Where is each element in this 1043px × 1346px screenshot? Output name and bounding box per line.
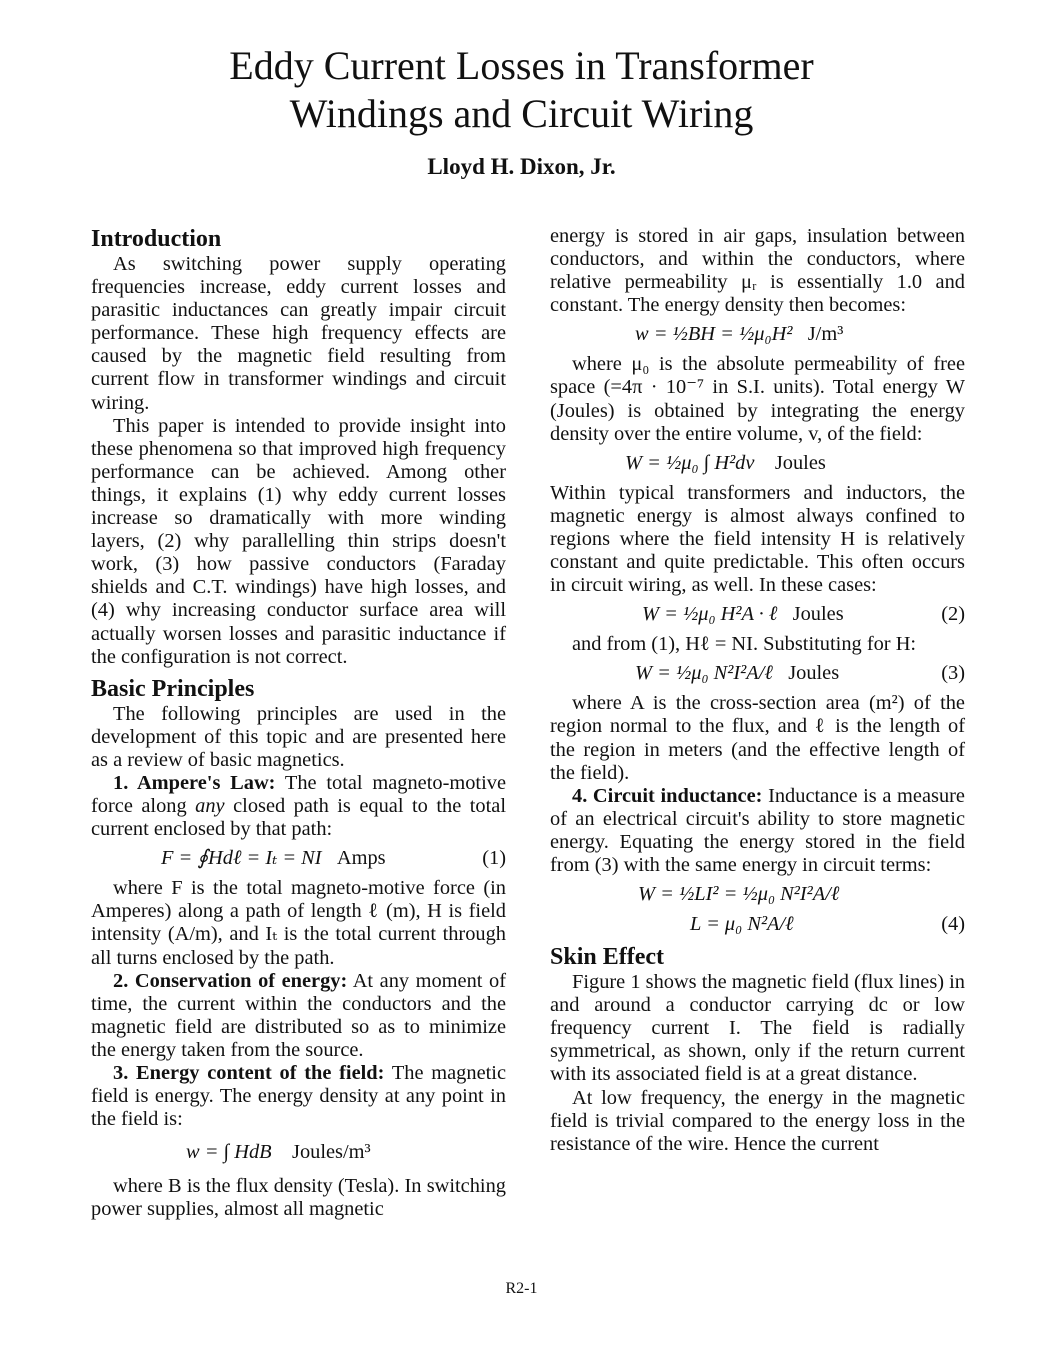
skin-effect-paragraph-2: At low frequency, the energy in the magnetic field is trivial compared to the energy loss in the resistance of the wire. Hence the current	[550, 1086, 965, 1155]
equation-1-unit: Amps	[336, 847, 386, 870]
conservation-paragraph	[91, 970, 506, 1062]
equation-4b-expression: L = μ₀ N²A/ℓ	[690, 913, 794, 936]
equation-1	[91, 847, 506, 871]
equation-3-expression: W = ½μ₀ N²I²A/ℓ Joules	[635, 662, 840, 685]
energy-storage-paragraph: energy is stored in air gaps, insulation between conductors, and within the conductors, where relative permeability μᵣ is essentially 1.0 and constant. The energy density then becomes:	[550, 225, 965, 317]
circuit-inductance-label: 4. Circuit inductance:	[572, 784, 763, 807]
substituting-paragraph: and from (1), Hℓ = NI. Substituting for H:	[572, 633, 917, 656]
equation-3-number: (3)	[941, 662, 965, 685]
mu0-paragraph: where μ₀ is the absolute permeability of free space (=4π · 10⁻⁷ in S.I. units). Total energy W (Joules) is obtained by integrating the energy density over the entire volume, v, of the field:	[550, 353, 965, 445]
ampere-law-label: 1. Ampere's Law:	[113, 771, 276, 794]
basic-paragraph-1: The following principles are used in the development of this topic and are presented here as a review of basic magnetics.	[91, 702, 506, 771]
energy-content-label: 3. Energy content of the field:	[113, 1062, 385, 1084]
paper-title	[0, 42, 1043, 138]
equation-2-expression: W = ½μ₀ H²A · ℓ Joules	[642, 603, 844, 626]
title-line-1: Eddy Current Losses in Transformer	[229, 43, 814, 88]
equation-density-bh	[550, 323, 965, 347]
ampere-law-any: any	[195, 795, 225, 818]
equation-1-explanation: where F is the total magneto-motive force (in Amperes) along a path of length ℓ (m), H is field intensity (A/m), and Iₜ is the total current through all turns enclosed by the path.	[91, 877, 506, 969]
equation-energy-density-unit: Joules/m³	[292, 1141, 371, 1164]
ampere-law-text: The total magneto-motive force along	[91, 771, 506, 818]
page-number: R2-1	[505, 1280, 538, 1297]
equation-1-expression: F = ∮Hdℓ = Iₜ = NI Amps	[161, 847, 386, 870]
cross-section-paragraph: where A is the cross-section area (m²) of the region normal to the flux, and ℓ is the length of the region in meters (and the effective length of the field).	[550, 692, 965, 784]
energy-content-paragraph	[91, 1062, 506, 1131]
equation-4a-expression: W = ½LI² = ½μ₀ N²I²A/ℓ	[638, 883, 840, 906]
equation-4-number: (4)	[941, 913, 965, 936]
equation-2-number: (2)	[941, 603, 965, 626]
equation-density-bh-unit: J/m³	[807, 323, 844, 346]
left-column	[91, 225, 506, 1221]
equation-3	[550, 662, 965, 686]
intro-paragraph-2: This paper is intended to provide insight into these phenomena so that improved high frequency performance can be achieved. Among other things, it explains (1) why eddy current losses increase so dramatically with more winding layers, (2) why parallelling thin strips doesn't work, (3) how passive conductors (Faraday shields and C.T. windings) have high losses, and (4) why increasing conductor surface area will actually worsen losses and parasitic inductance if the configuration is not correct.	[91, 414, 506, 668]
intro-paragraph-1: As switching power supply operating frequencies increase, eddy current losses and parasitic inductances can greatly impair circuit performance. These high frequency effects are caused by the magnetic field resulting from current flow in transformer windings and circuit wiring.	[91, 253, 506, 414]
equation-total-energy-unit: Joules	[774, 451, 826, 474]
equation-energy-density-expression: w = ∫ HdB Joules/m³	[186, 1141, 371, 1164]
skin-effect-paragraph-1: Figure 1 shows the magnetic field (flux lines) in and around a conductor carrying dc or low frequency current I. The field is radially symmetrical, as shown, only if the return current with its associated field is at a great distance.	[550, 971, 966, 1086]
author-name: Lloyd H. Dixon, Jr.	[427, 154, 616, 179]
equation-1-number: (1)	[482, 847, 506, 870]
equation-density-bh-expression: w = ½BH = ½μ₀H² J/m³	[635, 323, 844, 346]
equation-3-unit: Joules	[788, 662, 840, 685]
title-line-2: Windings and Circuit Wiring	[289, 91, 754, 136]
heading-introduction: Introduction	[91, 226, 222, 252]
flux-density-paragraph: where B is the flux density (Tesla). In switching power supplies, almost all magnetic	[91, 1175, 506, 1221]
heading-skin-effect: Skin Effect	[550, 944, 664, 971]
within-transformers-paragraph: Within typical transformers and inductors, the magnetic energy is almost always confined to regions where the field intensity H is relatively constant and quite predictable. This often occurs in circuit wiring, as well. In these cases:	[550, 481, 965, 597]
right-column	[550, 225, 965, 1156]
equation-total-energy-expression: W = ½μ₀ ∫ H²dv Joules	[625, 451, 826, 474]
equation-energy-density	[91, 1141, 506, 1165]
circuit-inductance-paragraph	[550, 785, 965, 877]
equation-2	[550, 603, 965, 627]
equation-2-unit: Joules	[792, 603, 844, 626]
equation-4a	[550, 883, 965, 907]
conservation-label: 2. Conservation of energy:	[113, 969, 348, 992]
ampere-law-text-2: closed path is equal to the total current enclosed by that path:	[91, 795, 506, 841]
ampere-law-paragraph	[91, 772, 506, 841]
circuit-inductance-text: Inductance is a measure of an electrical circuit's ability to store magnetic energy. Equating the energy stored in the field from (3) with the same energy in circuit terms:	[550, 784, 965, 876]
equation-4b	[550, 913, 965, 937]
energy-content-text: The magnetic field is energy. The energy density at any point in the field is:	[91, 1062, 506, 1131]
equation-total-energy	[550, 452, 965, 476]
heading-basic-principles: Basic Principles	[91, 675, 255, 702]
conservation-text: At any moment of time, the current within the conductors and the magnetic field are distributed so as to minimize the energy taken from the source.	[91, 969, 506, 1061]
